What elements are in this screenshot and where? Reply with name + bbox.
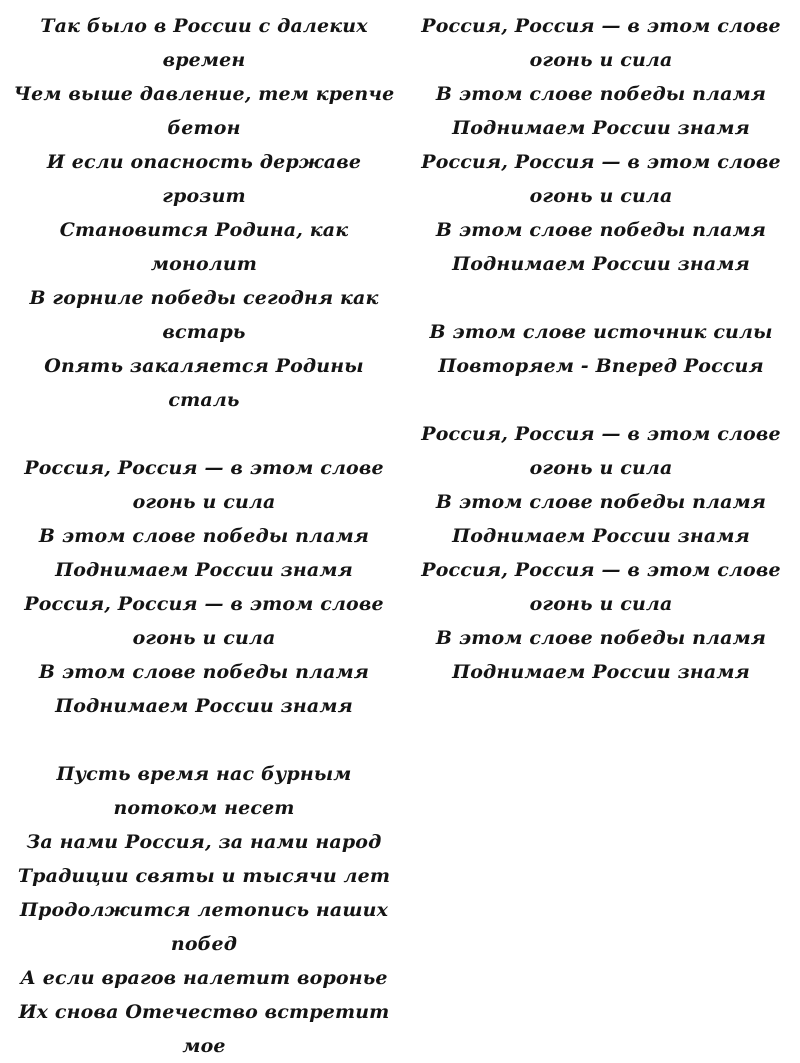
- lyric-line: За нами Россия, за нами народ: [26, 831, 382, 853]
- lyric-line: В горниле победы сегодня как встарь: [29, 287, 379, 343]
- lyric-line: А если врагов налетит воронье: [20, 967, 388, 989]
- chorus-2: [410, 9, 792, 281]
- lyric-line: Поднимаем России знамя: [55, 695, 353, 717]
- lyric-line: Опять закаляется Родины сталь: [44, 355, 364, 411]
- chorus-1: [8, 451, 400, 723]
- lyric-line: Россия, Россия — в этом слове огонь и сила: [24, 593, 384, 649]
- lyric-line: Продолжится летопись наших побед: [19, 899, 389, 955]
- lyrics-left-column: [8, 9, 400, 1063]
- lyric-line: Поднимаем России знамя: [452, 525, 750, 547]
- lyric-line: Так было в России с далеких времен: [40, 15, 368, 71]
- lyric-line: Россия, Россия — в этом слове огонь и сила: [24, 457, 384, 513]
- lyric-line: Поднимаем России знамя: [55, 559, 353, 581]
- verse-1: [8, 9, 400, 417]
- lyric-line: В этом слове победы пламя: [38, 661, 370, 683]
- chorus-3: [410, 417, 792, 689]
- lyric-line: Повторяем - Вперед Россия: [438, 355, 764, 377]
- lyric-line: Традиции святы и тысячи лет: [17, 865, 391, 887]
- lyric-line: Становится Родина, как монолит: [59, 219, 349, 275]
- lyric-line: Поднимаем России знамя: [452, 117, 750, 139]
- lyric-line: Поднимаем России знамя: [452, 661, 750, 683]
- lyric-line: Поднимаем России знамя: [452, 253, 750, 275]
- lyric-line: Россия, Россия — в этом слове огонь и сила: [421, 15, 781, 71]
- lyric-line: В этом слове победы пламя: [435, 491, 767, 513]
- lyric-line: В этом слове победы пламя: [435, 627, 767, 649]
- lyric-line: В этом слове победы пламя: [435, 219, 767, 241]
- lyric-line: В этом слове победы пламя: [38, 525, 370, 547]
- bridge: [410, 315, 792, 383]
- lyric-line: Россия, Россия — в этом слове огонь и сила: [421, 559, 781, 615]
- lyric-line: Их снова Отечество встретит мое: [18, 1001, 390, 1057]
- lyrics-right-column: [410, 9, 792, 689]
- lyric-line: Россия, Россия — в этом слове огонь и сила: [421, 423, 781, 479]
- lyric-line: И если опасность державе грозит: [46, 151, 362, 207]
- lyric-line: В этом слове победы пламя: [435, 83, 767, 105]
- lyric-line: Пусть время нас бурным потоком несет: [56, 763, 352, 819]
- verse-2: [8, 757, 400, 1063]
- lyric-line: Россия, Россия — в этом слове огонь и сила: [421, 151, 781, 207]
- lyric-line: В этом слове источник силы: [429, 321, 773, 343]
- lyric-line: Чем выше давление, тем крепче бетон: [13, 83, 395, 139]
